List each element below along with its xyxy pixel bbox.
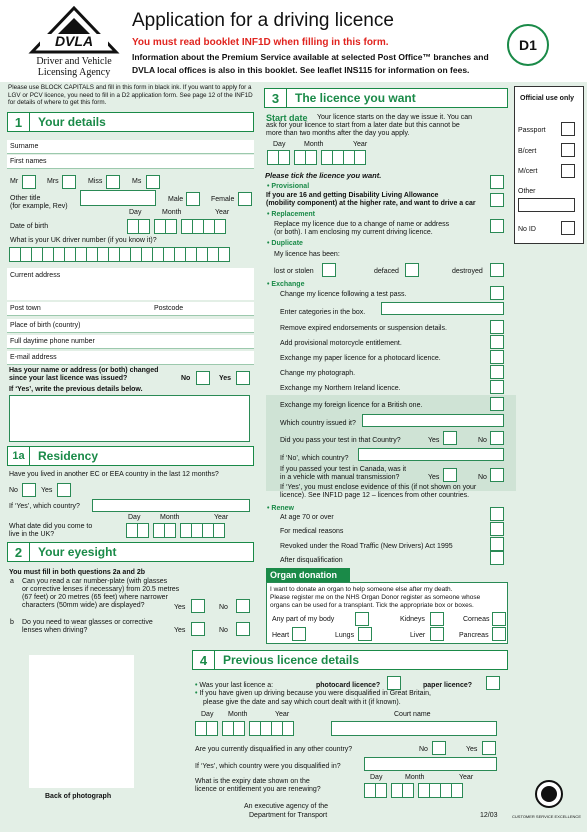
- driver-number-input[interactable]: [9, 247, 229, 262]
- organ-kidneys-label: Kidneys: [400, 616, 425, 623]
- canada-no-checkbox[interactable]: [490, 468, 504, 482]
- duplicate-heading: • Duplicate: [267, 240, 303, 247]
- dvla-triangle-icon: [28, 6, 120, 54]
- eyesight-q-b-letter: b: [10, 619, 14, 626]
- organ-text-1: I want to donate an organ to help someone else after my death.: [270, 586, 453, 593]
- renew-item-4: After disqualification: [280, 557, 343, 564]
- organ-liver-label: Liver: [410, 632, 426, 639]
- if-no-country-label: If ‘No’, which country?: [280, 455, 349, 462]
- renew-item-3: Revoked under the Road Traffic (New Drivers) Act 1995: [280, 543, 453, 550]
- exchange-label: Exchange: [271, 281, 305, 288]
- dob-label: Date of birth: [10, 223, 49, 230]
- changed-yes-label: Yes: [219, 375, 232, 382]
- title-mr-checkbox[interactable]: [22, 175, 36, 189]
- official-other-input[interactable]: [518, 198, 575, 212]
- organ-liver-checkbox[interactable]: [430, 627, 444, 641]
- eyesight-a-no-checkbox[interactable]: [236, 599, 250, 613]
- footer-agency-1: An executive agency of the: [244, 803, 329, 810]
- changed-question-2: since your last licence was issued?: [9, 375, 128, 382]
- agency-name-line2: Licensing Agency: [37, 67, 111, 78]
- tick-instruction: Please tick the licence you want.: [265, 171, 382, 180]
- title-ms-checkbox[interactable]: [146, 175, 160, 189]
- categories-input[interactable]: [381, 302, 504, 315]
- form-code: D1: [519, 37, 537, 53]
- start-day-label: Day: [273, 141, 286, 148]
- male-checkbox[interactable]: [186, 192, 200, 206]
- duplicate-text: My licence has been:: [274, 251, 340, 258]
- dob-month-label: Month: [162, 209, 182, 216]
- dob-day-label: Day: [129, 209, 142, 216]
- if-no-country-input[interactable]: [358, 448, 504, 461]
- exchange-item-6-checkbox[interactable]: [490, 365, 504, 379]
- eyesight-b-no-checkbox[interactable]: [236, 622, 250, 636]
- provisional-checkbox[interactable]: [490, 175, 504, 189]
- eyesight-q-b-2: lenses when driving?: [22, 627, 88, 634]
- evidence-note-2: licence). See INF1D page 12 – licences from other countries.: [280, 492, 470, 499]
- official-noid-checkbox[interactable]: [561, 221, 575, 235]
- destroyed-checkbox[interactable]: [490, 263, 504, 277]
- lost-checkbox[interactable]: [322, 263, 336, 277]
- female-checkbox[interactable]: [238, 192, 252, 206]
- exchange-item-7: Exchange my Northern Ireland licence.: [280, 385, 401, 392]
- post-town-field[interactable]: [7, 302, 254, 316]
- organ-any-label: Any part of my body: [272, 616, 335, 623]
- eyesight-q-a-2: or corrective lenses if necessary) from 20.5 metres: [22, 586, 180, 593]
- email-field[interactable]: E-mail address: [7, 351, 254, 365]
- eyesight-a-yes-checkbox[interactable]: [191, 599, 205, 613]
- driver-number-question: What is your UK driver number (if you know it)?: [10, 237, 157, 244]
- expiry-question-1: What is the expiry date shown on the: [195, 778, 310, 785]
- section-title: Residency: [38, 449, 99, 463]
- evidence-note-1: If ‘Yes’, you must enclose evidence of this (if not shown on your: [280, 484, 477, 491]
- agency-name-line1: Driver and Vehicle: [36, 56, 112, 67]
- exchange-item-4-checkbox[interactable]: [490, 335, 504, 349]
- section-3-header: [264, 88, 508, 108]
- defaced-checkbox[interactable]: [405, 263, 419, 277]
- canada-yes-checkbox[interactable]: [443, 468, 457, 482]
- pass-test-question: Did you pass your test in that Country?: [280, 437, 401, 444]
- eyesight-q-a-1: Can you read a car number-plate (with glasses: [22, 578, 168, 585]
- exchange-item-5: Exchange my paper licence for a photocard licence.: [280, 355, 441, 362]
- title-miss-label: Miss: [88, 178, 103, 185]
- photograph-label: Back of photograph: [45, 793, 112, 800]
- official-passport-checkbox[interactable]: [561, 122, 575, 136]
- provisional-text-2: (mobility component) at the higher rate, and want to drive a car: [266, 200, 476, 207]
- info-line-2: DVLA local offices is also in this booklet. See leaflet INS115 for information on fees.: [132, 65, 470, 75]
- renew-heading: • Renew: [267, 505, 294, 512]
- expiry-date-input[interactable]: [364, 783, 462, 798]
- start-date-text-2: ask for your licence to start from a later date but this cannot be: [266, 122, 460, 129]
- expiry-month-label: Month: [405, 774, 425, 781]
- intro-text: Please use BLOCK CAPITALS and fill in this form in black ink. If you want to apply for a LGV or PCV licence, you need to fill in a D2 application form. See page 12 of the INF1D for details of where to get this form.: [8, 84, 253, 106]
- pass-test-no-checkbox[interactable]: [490, 431, 504, 445]
- eyesight-instruction: You must fill in both questions 2a and 2b: [9, 569, 145, 576]
- section-title: Your eyesight: [38, 545, 117, 559]
- residency-month-label: Month: [160, 514, 180, 521]
- cse-label: CUSTOMER SERVICE EXCELLENCE: [512, 814, 581, 819]
- section-number: 1: [8, 113, 30, 131]
- disqualified-label: If you have given up driving because you were disqualified in Great Britain,: [199, 690, 431, 697]
- footer-version: 12/03: [480, 812, 498, 819]
- eyesight-b-no-label: No: [219, 627, 228, 634]
- provisional-dla-checkbox[interactable]: [490, 193, 504, 207]
- official-use-title: Official use only: [520, 95, 575, 102]
- other-title-input[interactable]: [80, 190, 156, 206]
- organ-lungs-label: Lungs: [335, 632, 355, 639]
- pass-test-yes-label: Yes: [428, 437, 440, 444]
- canada-question-1: If you passed your test in Canada, was it: [280, 466, 407, 473]
- residency-country-label: If ‘Yes’, which country?: [9, 503, 80, 510]
- organ-heart-checkbox[interactable]: [292, 627, 306, 641]
- disq-country-input[interactable]: [364, 757, 497, 771]
- official-passport-label: Passport: [518, 127, 546, 134]
- changed-question-1: Has your name or address (or both) changed: [9, 367, 159, 374]
- current-address-label: Current address: [10, 272, 61, 279]
- organ-title-text: Organ donation: [270, 570, 337, 580]
- come-uk-date-input[interactable]: [126, 523, 224, 538]
- section-number: 1a: [8, 447, 30, 465]
- residency-yes-label: Yes: [41, 487, 53, 494]
- disq-other-yes-label: Yes: [466, 746, 478, 753]
- female-label: Female: [211, 196, 235, 203]
- exchange-item-7-checkbox[interactable]: [490, 380, 504, 394]
- residency-day-label: Day: [128, 514, 141, 521]
- title-ms-label: Ms: [132, 178, 142, 185]
- eyesight-q-b-1: Do you need to wear glasses or corrective: [22, 619, 153, 626]
- renew-item-3-checkbox[interactable]: [490, 537, 504, 551]
- section-number: 4: [193, 651, 215, 669]
- renew-item-1: At age 70 or over: [280, 514, 334, 521]
- exchange-heading: • Exchange: [267, 281, 305, 288]
- footer-agency-2: Department for Transport: [249, 812, 328, 819]
- photograph-area[interactable]: [29, 655, 134, 788]
- other-title-example: (for example, Rev): [10, 203, 68, 210]
- last-licence-label: Was your last licence a:: [199, 682, 274, 689]
- start-month-label: Month: [304, 141, 324, 148]
- foreign-exchange-label: Exchange my foreign licence for a British one.: [280, 402, 423, 409]
- renew-item-4-checkbox[interactable]: [490, 551, 504, 565]
- provisional-text-1: If you are 16 and getting Disability Living Allowance: [266, 192, 439, 199]
- replacement-text-2: (or both). I am enclosing my current driving licence.: [274, 229, 433, 236]
- changed-no-checkbox[interactable]: [196, 371, 210, 385]
- organ-lungs-checkbox[interactable]: [358, 627, 372, 641]
- disqualified-text-1: • If you have given up driving because you were disqualified in Great Britain,: [195, 690, 431, 697]
- eyesight-a-yes-label: Yes: [174, 604, 186, 611]
- photocard-checkbox[interactable]: [387, 676, 401, 690]
- official-other-label: Other: [518, 188, 536, 195]
- court-name-label: Court name: [394, 711, 431, 718]
- exchange-item-3: Remove expired endorsements or suspension details.: [280, 325, 447, 332]
- official-mcert-label: M/cert: [518, 168, 538, 175]
- disq-other-no-label: No: [419, 746, 428, 753]
- info-line-1: Information about the Premium Service available at selected Post Office™ branches and: [132, 52, 489, 62]
- provisional-heading: • Provisional: [267, 183, 310, 190]
- expiry-year-label: Year: [459, 774, 474, 781]
- title-mr-label: Mr: [10, 178, 19, 185]
- residency-year-label: Year: [214, 514, 229, 521]
- phone-field[interactable]: Full daytime phone number: [7, 335, 254, 349]
- changed-no-label: No: [181, 375, 191, 382]
- dob-year-label: Year: [215, 209, 230, 216]
- provisional-label: Provisional: [271, 183, 310, 190]
- organ-heart-label: Heart: [272, 632, 290, 639]
- organ-text-3: organs can be used for a transplant. Tick the appropriate box or boxes.: [270, 602, 474, 609]
- destroyed-label: destroyed: [452, 268, 483, 275]
- disq-country-label: If ‘Yes’, which country were you disqualified in?: [195, 763, 341, 770]
- exchange-item-4: Add provisional motorcycle entitlement.: [280, 340, 402, 347]
- disq-date-input[interactable]: [195, 721, 293, 736]
- foreign-country-input[interactable]: [362, 414, 504, 427]
- paper-checkbox[interactable]: [486, 676, 500, 690]
- warning-text: You must read booklet INF1D when filling in this form.: [132, 37, 389, 48]
- exchange-item-3-checkbox[interactable]: [490, 320, 504, 334]
- current-address-field[interactable]: [7, 268, 254, 300]
- title-mrs-checkbox[interactable]: [62, 175, 76, 189]
- form-code-badge: [507, 24, 549, 66]
- changed-yes-checkbox[interactable]: [236, 371, 250, 385]
- replacement-checkbox[interactable]: [490, 219, 504, 233]
- start-date-text-1: Your licence starts on the day we issue it. You can: [317, 114, 473, 121]
- section-2-header: [7, 542, 254, 562]
- renew-item-2: For medical reasons: [280, 528, 344, 535]
- official-mcert-checkbox[interactable]: [561, 164, 575, 178]
- exchange-item-6: Change my photograph.: [280, 370, 356, 377]
- come-uk-question-1: What date did you come to: [9, 523, 93, 530]
- lost-label: lost or stolen: [274, 268, 314, 275]
- replacement-label: Replacement: [271, 211, 315, 218]
- residency-no-checkbox[interactable]: [22, 483, 36, 497]
- exchange-item-1-checkbox[interactable]: [490, 286, 504, 300]
- renew-label: Renew: [271, 505, 294, 512]
- replacement-text-1: Replace my licence due to a change of name or address: [274, 221, 450, 228]
- cse-logo-icon: [535, 780, 563, 808]
- section-number: 3: [265, 89, 287, 107]
- eyesight-b-yes-checkbox[interactable]: [191, 622, 205, 636]
- post-town-label: Post town: [10, 305, 41, 312]
- last-licence-question: • Was your last licence a:: [195, 682, 274, 689]
- section-number: 2: [8, 543, 30, 561]
- foreign-exchange-checkbox[interactable]: [490, 397, 504, 411]
- pass-test-yes-checkbox[interactable]: [443, 431, 457, 445]
- first-names-field[interactable]: First names: [7, 155, 254, 169]
- section-1a-header: [7, 446, 254, 466]
- eyesight-a-no-label: No: [219, 604, 228, 611]
- svg-text:DVLA: DVLA: [54, 33, 94, 49]
- eyesight-q-a-letter: a: [10, 578, 14, 585]
- official-bcert-checkbox[interactable]: [561, 143, 575, 157]
- replacement-heading: • Replacement: [267, 211, 315, 218]
- foreign-country-label: Which country issued it?: [280, 420, 356, 427]
- organ-any-checkbox[interactable]: [355, 612, 369, 626]
- male-label: Male: [168, 196, 184, 203]
- residency-no-label: No: [9, 487, 18, 494]
- other-title-label: Other title: [10, 195, 41, 202]
- expiry-day-label: Day: [370, 774, 383, 781]
- organ-pancreas-checkbox[interactable]: [492, 627, 506, 641]
- canada-no-label: No: [478, 474, 487, 481]
- residency-question: Have you lived in another EC or EEA country in the last 12 months?: [9, 471, 219, 478]
- title-miss-checkbox[interactable]: [106, 175, 120, 189]
- residency-country-input[interactable]: [92, 499, 250, 512]
- official-noid-label: No ID: [518, 226, 536, 233]
- section-title: Your details: [38, 115, 106, 129]
- duplicate-label: Duplicate: [271, 240, 303, 247]
- section-title: Previous licence details: [223, 653, 360, 667]
- start-date-text-3: more than two months after the day you apply.: [266, 130, 410, 137]
- previous-details-instruction: If ‘Yes’, write the previous details below.: [9, 386, 143, 393]
- eyesight-b-yes-label: Yes: [174, 627, 186, 634]
- organ-corneas-label: Corneas: [463, 616, 490, 623]
- organ-kidneys-checkbox[interactable]: [430, 612, 444, 626]
- disq-other-no-checkbox[interactable]: [432, 741, 446, 755]
- organ-text-2: Please register me on the NHS Organ Donor register as someone whose: [270, 594, 481, 601]
- section-1-header: [7, 112, 254, 132]
- eyesight-q-a-3: (67 feet) or 20 metres (65 feet) where narrower: [22, 594, 168, 601]
- renew-item-2-checkbox[interactable]: [490, 522, 504, 536]
- page-title: Application for a driving licence: [132, 10, 394, 31]
- renew-item-1-checkbox[interactable]: [490, 507, 504, 521]
- start-date-heading: Start date: [266, 113, 308, 123]
- canada-question-2: in a vehicle with manual transmission?: [280, 474, 400, 481]
- eyesight-q-a-4: characters (50mm wide) are displayed?: [22, 602, 145, 609]
- dob-input[interactable]: [127, 219, 225, 234]
- paper-label: paper licence?: [423, 682, 473, 689]
- place-of-birth-field[interactable]: Place of birth (country): [7, 319, 254, 333]
- surname-field[interactable]: Surname: [7, 140, 254, 154]
- start-year-label: Year: [353, 141, 368, 148]
- court-name-input[interactable]: [331, 721, 497, 736]
- disqualified-text-2: please give the date and say which court dealt with it (if known).: [203, 699, 401, 706]
- exchange-item-2: Enter categories in the box.: [280, 309, 366, 316]
- dvla-logo: [28, 6, 120, 78]
- official-bcert-label: B/cert: [518, 148, 537, 155]
- exchange-item-5-checkbox[interactable]: [490, 350, 504, 364]
- defaced-label: defaced: [374, 268, 399, 275]
- title-mrs-label: Mrs: [47, 178, 59, 185]
- previous-details-input[interactable]: [9, 395, 250, 442]
- expiry-question-2: licence or entitlement you are renewing?: [195, 786, 321, 793]
- disq-day-label: Day: [201, 711, 214, 718]
- start-date-input[interactable]: [267, 150, 365, 165]
- postcode-label: Postcode: [154, 305, 184, 312]
- residency-yes-checkbox[interactable]: [57, 483, 71, 497]
- section-title: The licence you want: [295, 91, 416, 105]
- come-uk-question-2: live in the UK?: [9, 531, 55, 538]
- canada-yes-label: Yes: [428, 474, 440, 481]
- disq-year-label: Year: [275, 711, 290, 718]
- organ-corneas-checkbox[interactable]: [492, 612, 506, 626]
- organ-donation-title: [266, 568, 350, 582]
- photocard-label: photocard licence?: [316, 682, 381, 689]
- disq-other-yes-checkbox[interactable]: [482, 741, 496, 755]
- section-4-header: [192, 650, 508, 670]
- disq-month-label: Month: [228, 711, 248, 718]
- disq-other-question: Are you currently disqualified in any other country?: [195, 746, 353, 753]
- exchange-item-1: Change my licence following a test pass.: [280, 291, 407, 298]
- pass-test-no-label: No: [478, 437, 487, 444]
- organ-pancreas-label: Pancreas: [459, 632, 489, 639]
